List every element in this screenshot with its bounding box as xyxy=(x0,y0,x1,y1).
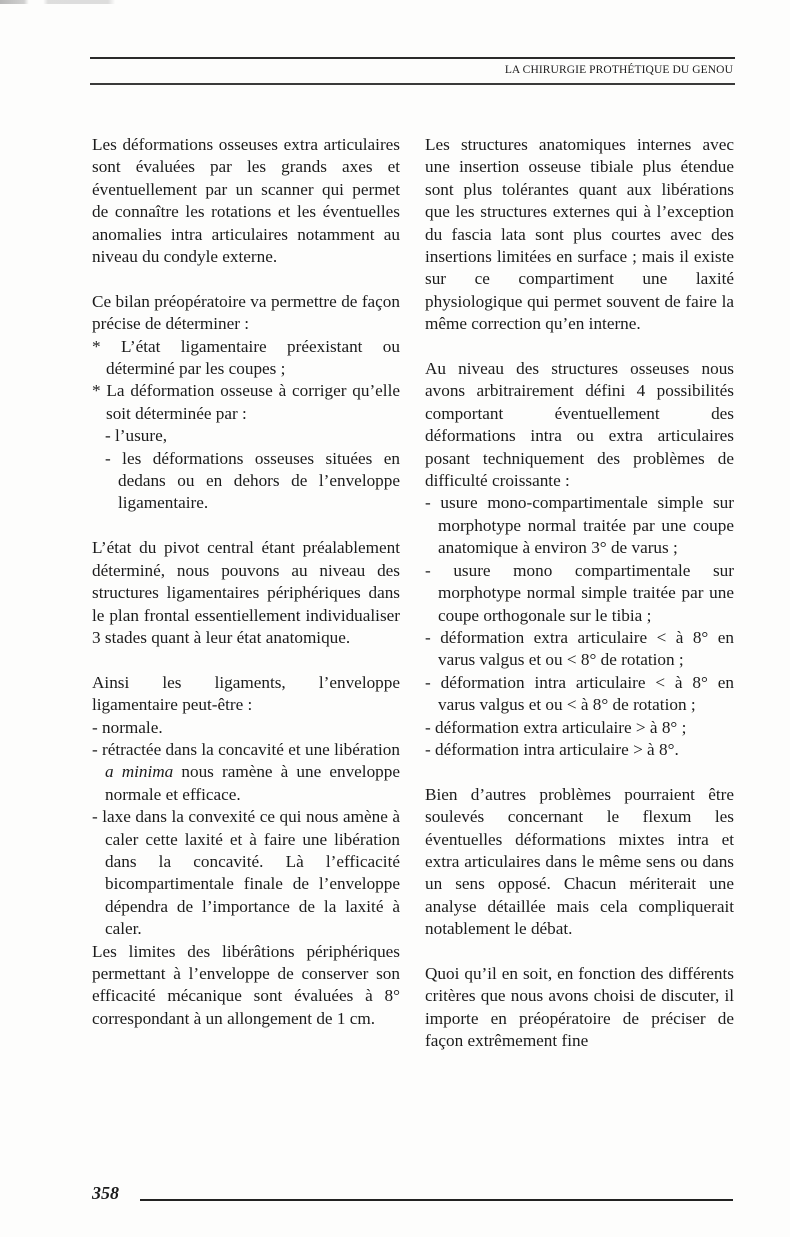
paragraph-release-limits: Les limites des libérâtions périphériques permettant à l’enveloppe de conserver son efficacité mécanique sont évaluées à 8° correspondant à un allongement de 1 cm. xyxy=(92,941,400,1028)
header-top-rule xyxy=(90,57,735,59)
list-item-ligament-state: * L’état ligamentaire préexistant ou déterminé par les coupes ; xyxy=(92,336,400,379)
paragraph-central-pivot: L’état du pivot central étant préalablement déterminé, nous pouvons au niveau des structures ligamentaires périphériques dans le plan frontal essentiellement individualiser 3 stades quant à leur état anatomique. xyxy=(92,538,400,647)
list-item-normal: - normale. xyxy=(92,717,163,737)
paragraph-bone-structures: Au niveau des structures osseuses nous avons arbitrairement défini 4 possibilités comportant éventuellement des déformations intra ou extra articulaires posant techniquement des problèmes de difficulté croissante : xyxy=(425,359,734,491)
page-number: 358 xyxy=(92,1183,119,1203)
list-item-retracted: - rétractée dans la concavité et une libération a minima nous ramène à une enveloppe normale et efficace. xyxy=(92,739,400,804)
scan-edge-artifact xyxy=(0,0,240,4)
list-item-possibility-4: - déformation intra articulaire < à 8° en varus valgus et ou < à 8° de rotation ; xyxy=(425,672,734,715)
paragraph-bone-deformations: Les déformations osseuses extra articulaires sont évaluées par les grands axes et éventuellement par un scanner qui permet de connaître les rotations et les éventuelles anomalies intra articulaires notamment au niveau du condyle externe. xyxy=(92,135,400,267)
paragraph-conclusion: Quoi qu’il en soit, en fonction des différents critères que nous avons choisi de discuter, il importe en préopératoire de préciser de façon extrêmement fine xyxy=(425,963,734,1051)
running-head-title: LA CHIRURGIE PROTHÉTIQUE DU GENOU xyxy=(504,64,733,76)
paragraph-preop-assessment: Ce bilan préopératoire va permettre de façon précise de déterminer : xyxy=(92,291,400,334)
list-subitem-wear: - l’usure, xyxy=(105,426,168,446)
right-column xyxy=(425,134,734,1053)
paragraph-other-problems: Bien d’autres problèmes pourraient être soulevés concernant le flexum les éventuelles déformations mixtes intra et extra articulaires dans le même sens ou dans un sens opposé. Chacun mériterait une analyse détaillée mais cela compliquerait notablement le débat. xyxy=(425,784,734,939)
list-item-possibility-2: - usure mono compartimentale sur morphotype normal simple traitée par une coupe orthogonale sur le tibia ; xyxy=(425,560,734,625)
header-bottom-rule xyxy=(90,83,735,85)
italic-a-minima: a minima xyxy=(105,762,174,782)
list-subitem-bone-deformations: - les déformations osseuses situées en dedans ou en dehors de l’enveloppe ligamentaire. xyxy=(105,448,400,513)
list-item-possibility-6: - déformation intra articulaire > à 8°. xyxy=(425,739,679,759)
footer-rule xyxy=(140,1199,733,1201)
list-item-bone-deformation: * La déformation osseuse à corriger qu’elle soit déterminée par : xyxy=(92,381,400,423)
list-item-possibility-1: - usure mono-compartimentale simple sur morphotype normal traitée par une coupe anatomique à environ 3° de varus ; xyxy=(425,493,734,558)
paragraph-ligament-envelope: Ainsi les ligaments, l’enveloppe ligamentaire peut-être : xyxy=(92,672,400,715)
paragraph-internal-structures: Les structures anatomiques internes avec une insertion osseuse tibiale plus étendue sont plus tolérantes quant aux libérations que les structures externes qui à l’exception du fascia lata sont plus courtes avec des insertions limitées en surface ; mais il existe sur ce compartiment une laxité physiologique qui permet souvent de faire la même correction qu’en interne. xyxy=(425,135,734,334)
list-item-lax: - laxe dans la convexité ce qui nous amène à caler cette laxité et à faire une libération dans la concavité. Là l’efficacité bicompartimentale finale de l’enveloppe dépendra de l’importance de la laxité à caler. xyxy=(92,807,400,939)
list-item-possibility-3: - déformation extra articulaire < à 8° en varus valgus et ou < 8° de rotation ; xyxy=(425,627,734,670)
list-item-possibility-5: - déformation extra articulaire > à 8° ; xyxy=(425,717,687,737)
left-column xyxy=(92,134,400,1030)
